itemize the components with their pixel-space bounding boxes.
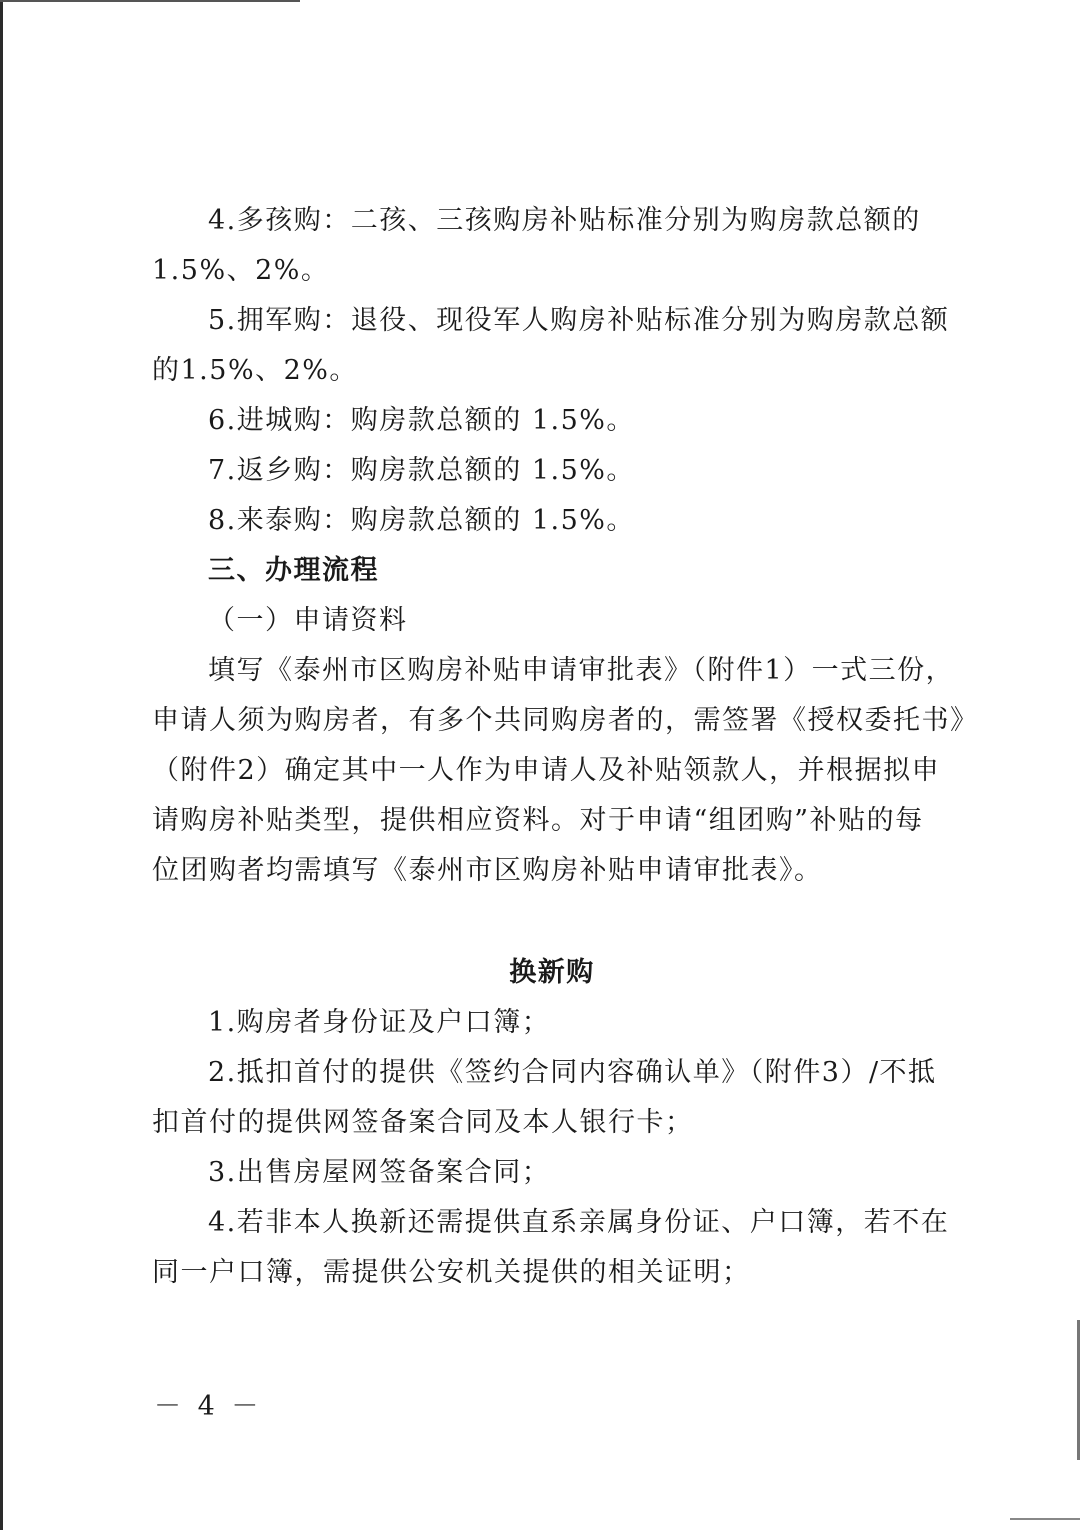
subsection-heading: （一）申请资料 [208,605,408,636]
document-body [152,196,979,1298]
hometown-return-line: 7.返乡购：购房款总额的 1.5%。 [208,455,635,486]
paragraph-spacer [152,896,952,948]
section-heading: 三、办理流程 [208,555,379,586]
application-line4: 请购房补贴类型，提供相应资料。对于申请“组团购”补贴的每 [152,805,924,836]
city-entry-line: 6.进城购：购房款总额的 1.5%。 [208,405,635,436]
page-number: － 4 － [154,1391,263,1422]
replacement-item2-line2: 扣首付的提供网签备案合同及本人银行卡； [152,1107,694,1138]
application-line3: （附件2）确定其中一人作为申请人及补贴领款人，并根据拟申 [152,755,941,786]
application-line1: 填写《泰州市区购房补贴申请审批表》（附件1）一式三份， [208,655,955,686]
application-line2: 申请人须为购房者，有多个共同购房者的，需签署《授权委托书》 [152,705,979,736]
replacement-item4-line2: 同一户口簿，需提供公安机关提供的相关证明； [152,1257,751,1288]
scan-edge-bottom [1010,1518,1080,1520]
replacement-item4-line1: 4.若非本人换新还需提供直系亲属身份证、户口簿，若不在 [208,1207,950,1238]
multi-child-line2: 1.5%、2%。 [152,255,330,286]
scan-edge-left [0,0,3,1530]
replacement-item3: 3.出售房屋网签备案合同； [208,1157,551,1188]
military-line2: 的1.5%、2%。 [152,355,358,386]
application-line5: 位团购者均需填写《泰州市区购房补贴申请审批表》。 [152,855,823,886]
scan-edge-top [0,0,300,2]
replacement-item1: 1.购房者身份证及户口簿； [208,1007,551,1038]
come-to-taizhou-line: 8.来泰购：购房款总额的 1.5%。 [208,505,635,536]
military-line1: 5.拥军购：退役、现役军人购房补贴标准分别为购房款总额 [208,305,950,336]
replacement-heading: 换新购 [509,957,595,988]
multi-child-line1: 4.多孩购：二孩、三孩购房补贴标准分别为购房款总额的 [208,205,921,236]
replacement-item2-line1: 2.抵扣首付的提供《签约合同内容确认单》（附件3）/不抵 [208,1057,937,1088]
